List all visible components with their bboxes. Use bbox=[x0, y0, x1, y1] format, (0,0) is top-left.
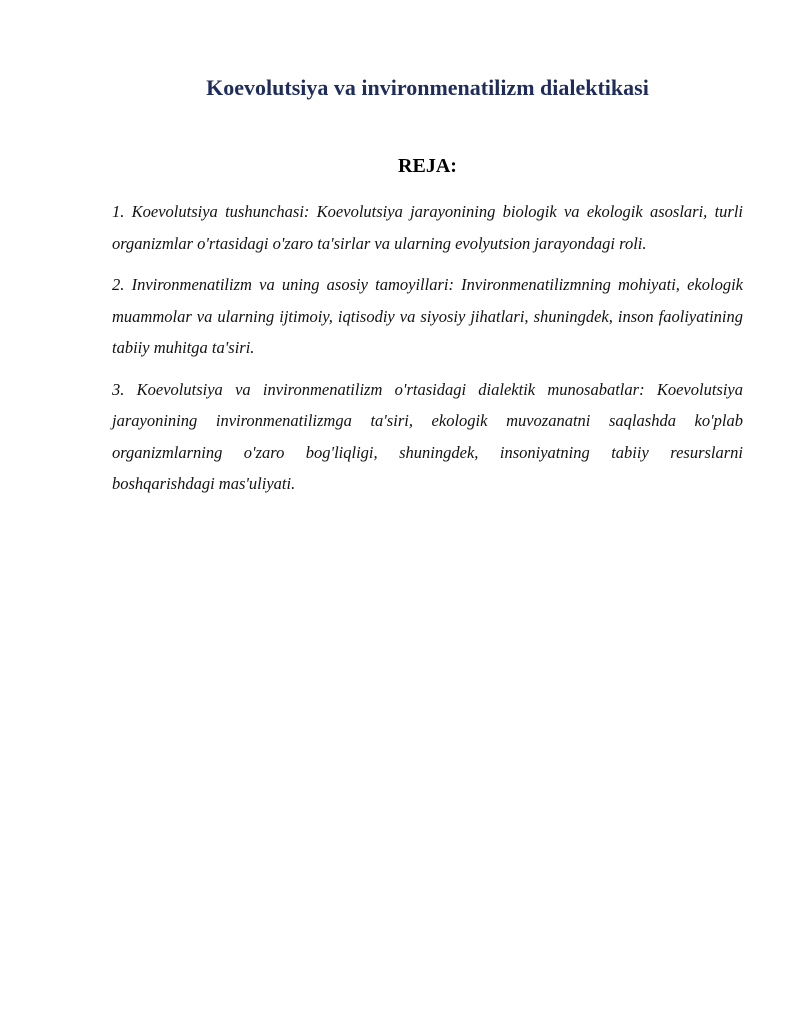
plan-item-1: 1. Koevolutsiya tushunchasi: Koevolutsiya jarayonining biologik va ekologik asoslari, turli organizmlar o'rtasidagi o'zaro ta'sirlar va ularning evolyutsion jarayondagi roli. bbox=[112, 202, 743, 253]
plan-item-3: 3. Koevolutsiya va invironmenatilizm o'rtasidagi dialektik munosabatlar: Koevolutsiya jarayonining invironmenatilizmga ta'siri, ekologik muvozanatni saqlashda ko'plab organizmlarning o'zaro bog'liqligi, shuningdek, insoniyatning tabiiy resurslarni boshqarishdagi mas'uliyati. bbox=[112, 379, 743, 493]
plan-list bbox=[112, 196, 743, 510]
plan-item-2: 2. Invironmenatilizm va uning asosiy tamoyillari: Invironmenatilizmning mohiyati, ekologik muammolar va ularning ijtimoiy, iqtisodiy va siyosiy jihatlari, shuningdek, inson faoliyatining tabiiy muhitga ta'siri. bbox=[112, 275, 743, 357]
document-title: Koevolutsiya va invironmenatilizm dialektikasi bbox=[206, 75, 649, 100]
plan-heading: REJA: bbox=[398, 155, 457, 177]
